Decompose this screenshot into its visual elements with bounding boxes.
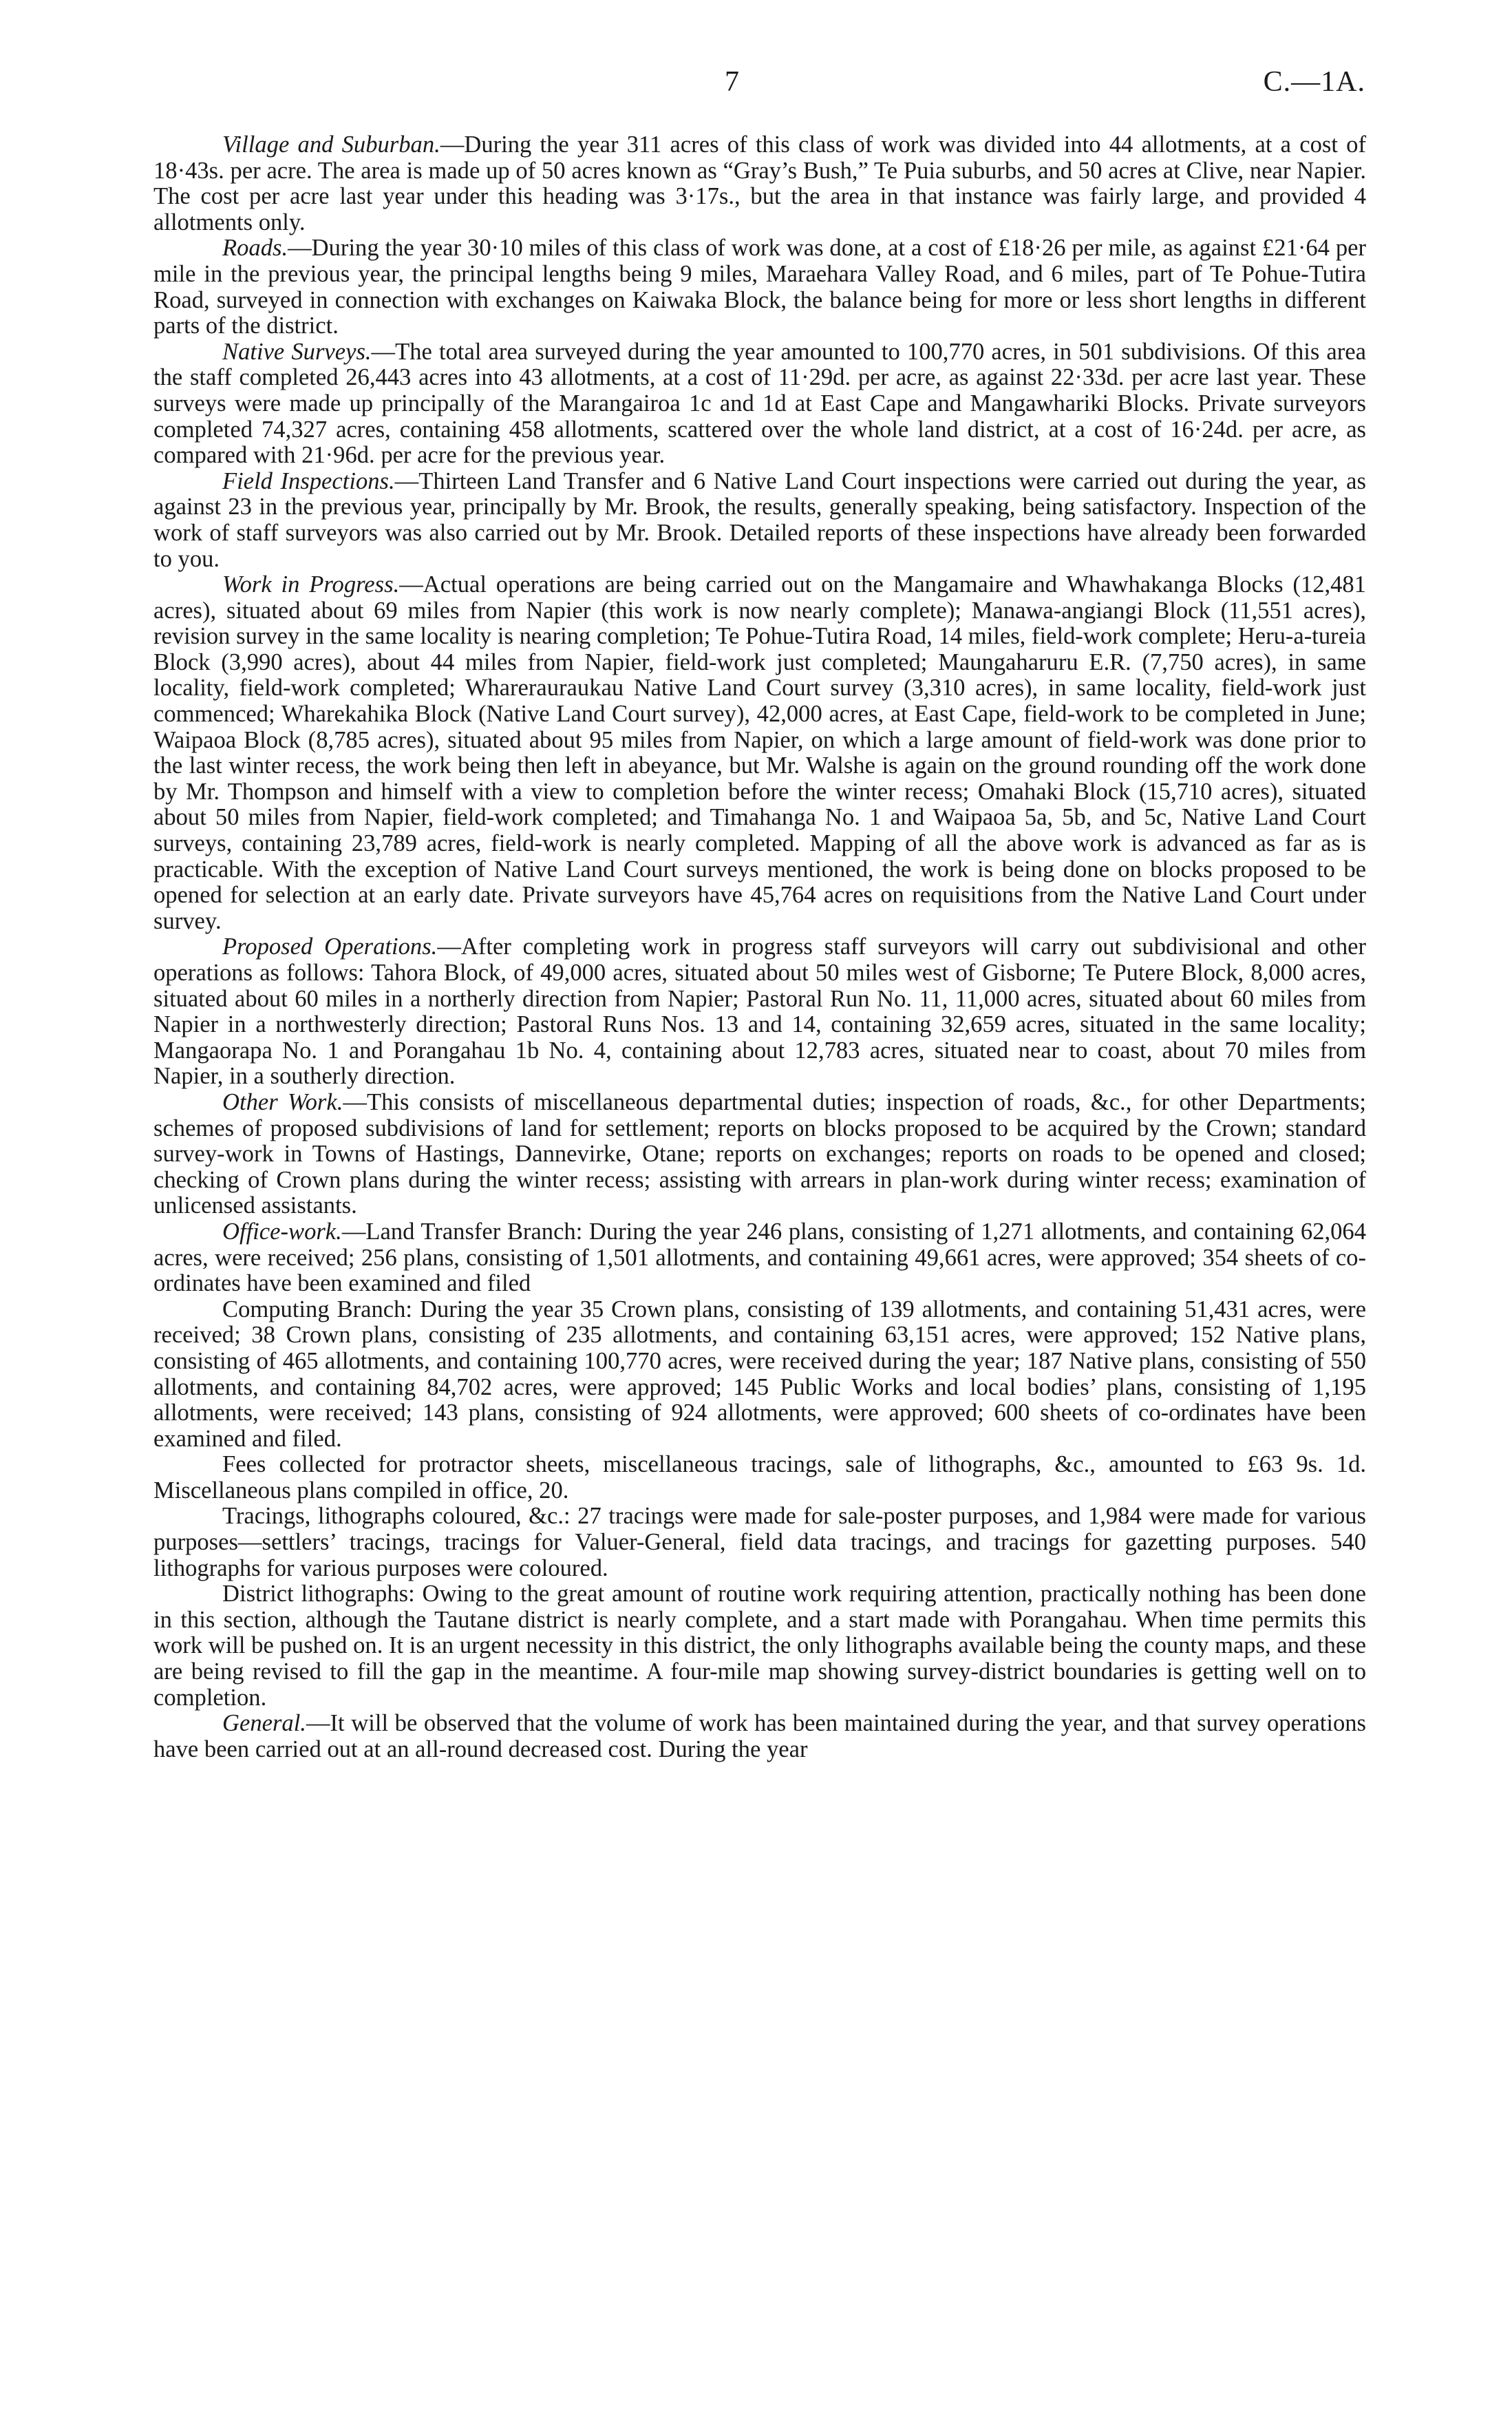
paragraph-native-surveys xyxy=(153,339,1366,469)
page-number: 7 xyxy=(725,66,739,98)
paragraph-heading: Village and Suburban. xyxy=(222,131,440,158)
paragraph-tracings xyxy=(153,1504,1366,1581)
paragraph-fees xyxy=(153,1452,1366,1504)
paragraph-general xyxy=(153,1711,1366,1762)
page-header xyxy=(0,65,1512,107)
paragraph-text: Tracings, lithographs coloured, &c.: 27 tracings were made for sale-poster purposes, and 1,984 were made for various purposes—settlers’ tracings, tracings for Valuer-General, field data tracings, and tracings for gazetting purposes. 540 lithographs for various purposes were coloured. xyxy=(153,1503,1366,1581)
document-body xyxy=(153,132,1366,1762)
paragraph-field-inspections xyxy=(153,469,1366,572)
paragraph-office-work xyxy=(153,1219,1366,1297)
paragraph-district-lithographs xyxy=(153,1581,1366,1711)
paragraph-text: —Actual operations are being carried out on the Mangamaire and Whawhakanga Blocks (12,481 acres), situated about 69 miles from Napier (this work is now nearly complete); Manawa-angiangi Block (11,551 acres), revision survey in the same locality is nearing completion; Te Pohue-Tutira Road, 14 miles, field-work complete; Heru-a-tureia Block (3,990 acres), about 44 miles from Napier, field-work just completed; Maungaharuru E.R. (7,750 acres), in same locality, field-work completed; Wharerauraukau Native Land Court survey (3,310 acres), in same locality, field-work just commenced; Wharekahika Block (Native Land Court survey), 42,000 acres, at East Cape, field-work to be completed in June; Waipaoa Block (8,785 acres), situated about 95 miles from Napier, on which a large amount of field-work was done prior to the last winter recess, the work being then left in abeyance, but Mr. Walshe is again on the ground rounding off the work done by Mr. Thompson and himself with a view to completion before the winter recess; Omahaki Block (15,710 acres), situated about 50 miles from Napier, field-work completed; and Timahanga No. 1 and Waipaoa 5a, 5b, and 5c, Native Land Court surveys, containing 23,789 acres, field-work is nearly completed. Mapping of all the above work is advanced as far as is practicable. With the exception of Native Land Court surveys mentioned, the work is being done on blocks proposed to be opened for selection at an early date. Private surveyors have 45,764 acres on requisitions from the Native Land Court under survey. xyxy=(153,571,1367,934)
paragraph-text: —During the year 30·10 miles of this class of work was done, at a cost of £18·26 per mile, as against £21·64 per mile in the previous year, the principal lengths being 9 miles, Maraehara Valley Road, and 6 miles, part of Te Pohue-Tutira Road, surveyed in connection with exchanges on Kaiwaka Block, the balance being for more or less short lengths in different parts of the district. xyxy=(153,235,1366,339)
paragraph-heading: Office-work. xyxy=(222,1218,342,1245)
paragraph-roads xyxy=(153,235,1366,339)
paragraph-text: District lithographs: Owing to the great amount of routine work requiring attention, practically nothing has been done in this section, although the Tautane district is nearly complete, and a start made with Porangahau. When time permits this work will be pushed on. It is an urgent necessity in this district, the only lithographs available being the county maps, and these are being revised to fill the gap in the meantime. A four-mile map showing survey-district boundaries is getting well on to completion. xyxy=(153,1581,1366,1711)
paragraph-proposed-operations xyxy=(153,934,1366,1090)
paragraph-text: —Land Transfer Branch: During the year 246 plans, consisting of 1,271 allotments, and containing 62,064 acres, were received; 256 plans, consisting of 1,501 allotments, and containing 49,661 acres, were approved; 354 sheets of co-ordinates have been examined and filed xyxy=(153,1218,1366,1297)
paragraph-text: —It will be observed that the volume of work has been maintained during the year, and that survey operations have been carried out at an all-round decreased cost. During the year xyxy=(153,1710,1366,1762)
paragraph-text: Computing Branch: During the year 35 Crown plans, consisting of 139 allotments, and containing 51,431 acres, were received; 38 Crown plans, consisting of 235 allotments, and containing 63,151 acres, were approved; 152 Native plans, consisting of 465 allotments, and containing 100,770 acres, were received during the year; 187 Native plans, consisting of 550 allotments, and containing 84,702 acres, were approved; 145 Public Works and local bodies’ plans, consisting of 1,195 allotments, were received; 143 plans, consisting of 924 allotments, were approved; 600 sheets of co-ordinates have been examined and filed. xyxy=(153,1296,1366,1452)
paragraph-text: —The total area surveyed during the year amounted to 100,770 acres, in 501 subdivisions. Of this area the staff completed 26,443 acres into 43 allotments, at a cost of 11·29d. per acre, as against 22·33d. per acre last year. These surveys were made up principally of the Marangairoa 1c and 1d at East Cape and Mangawhariki Blocks. Private surveyors completed 74,327 acres, containing 458 allotments, scattered over the whole land district, at a cost of 16·24d. per acre, as compared with 21·96d. per acre for the previous year. xyxy=(153,338,1366,469)
paragraph-heading: Roads. xyxy=(222,235,288,262)
paragraph-heading: Proposed Operations. xyxy=(222,934,438,960)
paragraph-text: —After completing work in progress staff surveyors will carry out subdivisional and other operations as follows: Tahora Block, of 49,000 acres, situated about 50 miles west of Gisborne; Te Putere Block, 8,000 acres, situated about 60 miles in a northerly direction from Napier; Pastoral Run No. 11, 11,000 acres, situated about 60 miles from Napier in a northwesterly direction; Pastoral Runs Nos. 13 and 14, containing 32,659 acres, situated in the same locality; Mangaorapa No. 1 and Porangahau 1b No. 4, containing about 12,783 acres, situated near to coast, about 70 miles from Napier, in a southerly direction. xyxy=(153,934,1366,1090)
paragraph-text: —Thirteen Land Transfer and 6 Native Land Court inspections were carried out during the year, as against 23 in the previous year, principally by Mr. Brook, the results, generally speaking, being satisfactory. Inspection of the work of staff surveyors was also carried out by Mr. Brook. Detailed reports of these inspections have already been forwarded to you. xyxy=(153,467,1366,572)
paragraph-other-work xyxy=(153,1090,1366,1219)
paragraph-heading: Native Surveys. xyxy=(222,338,372,365)
paragraph-computing-branch xyxy=(153,1297,1366,1453)
paragraph-heading: Work in Progress. xyxy=(222,571,400,598)
paragraph-text: Fees collected for protractor sheets, miscellaneous tracings, sale of lithographs, &c., amounted to £63 9s. 1d. Miscellaneous plans compiled in office, 20. xyxy=(153,1451,1366,1504)
paragraph-heading: Other Work. xyxy=(222,1088,343,1115)
paragraph-text: —During the year 311 acres of this class of work was divided into 44 allotments, at a cost of 18·43s. per acre. The area is made up of 50 acres known as “Gray’s Bush,” Te Puia suburbs, and 50 acres at Clive, near Napier. The cost per acre last year under this heading was 3·17s., but the area in that instance was fairly large, and provided 4 allotments only. xyxy=(153,131,1366,235)
paragraph-text: —This consists of miscellaneous departmental duties; inspection of roads, &c., for other Departments; schemes of proposed subdivisions of land for settlement; reports on blocks proposed to be acquired by the Crown; standard survey-work in Towns of Hastings, Dannevirke, Otane; reports on exchanges; reports on roads to be opened and closed; checking of Crown plans during the winter recess; assisting with arrears in plan-work during winter recess; examination of unlicensed assistants. xyxy=(153,1088,1366,1219)
paragraph-work-in-progress xyxy=(153,572,1366,934)
document-reference: C.—1A. xyxy=(1263,66,1365,98)
paragraph-village-suburban xyxy=(153,132,1366,235)
paragraph-heading: General. xyxy=(222,1710,306,1737)
paragraph-heading: Field Inspections. xyxy=(222,467,395,494)
